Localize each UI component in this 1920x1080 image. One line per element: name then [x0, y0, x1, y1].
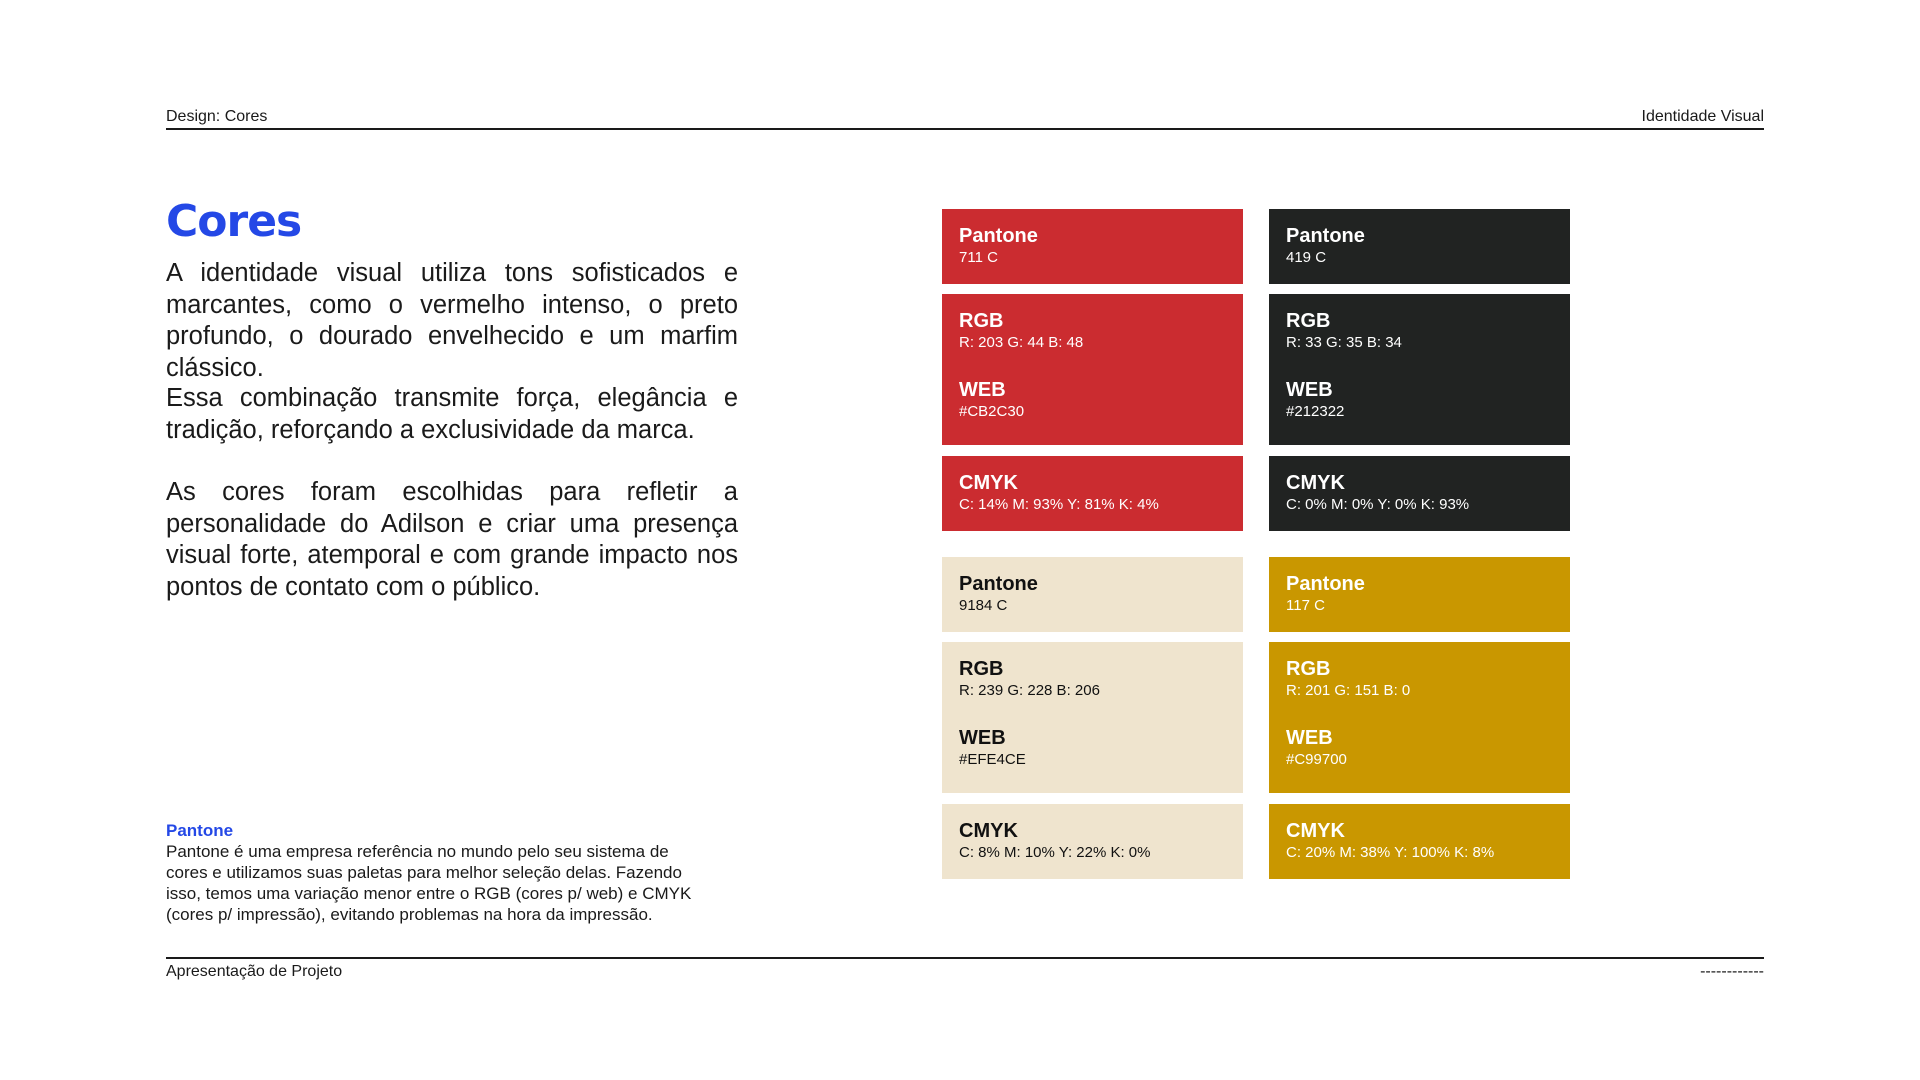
- ivory-rgb-web-card: [942, 642, 1243, 793]
- page-footer: [166, 957, 1764, 989]
- pantone-value: 419 C: [1286, 249, 1327, 266]
- black-cmyk-card: [1269, 456, 1570, 531]
- footer-label: Apresentação de Projeto: [166, 963, 343, 980]
- cmyk-value: C: 14% M: 93% Y: 81% K: 4%: [959, 496, 1159, 513]
- ivory-pantone-card: [942, 557, 1243, 632]
- pantone-note-body: Pantone é uma empresa referência no mundo pelo seu sistema de cores e utilizamos suas paletas para melhor seleção delas. Fazendo isso, temos uma variação menor entre o RGB (cores p/ web) e CMYK (cores p/ impressão), evitando problemas na hora da impressão.: [166, 842, 692, 924]
- cmyk-value: C: 0% M: 0% Y: 0% K: 93%: [1286, 496, 1470, 513]
- web-value: #CB2C30: [959, 403, 1025, 420]
- cmyk-value: C: 8% M: 10% Y: 22% K: 0%: [959, 844, 1151, 861]
- gold-rgb-web-card: [1269, 642, 1570, 793]
- pantone-value: 9184 C: [959, 597, 1008, 614]
- intro-paragraph: A identidade visual utiliza tons sofisticados e marcantes, como o vermelho intenso, o preto profundo, o dourado envelhecido e um marfim clássico.: [166, 259, 738, 382]
- web-label: WEB: [1286, 727, 1333, 749]
- web-value: #C99700: [1286, 751, 1347, 768]
- header-section-label: Design: Cores: [166, 108, 268, 125]
- combination-paragraph: Essa combinação transmite força, elegância e tradição, reforçando a exclusividade da marca.: [166, 384, 738, 444]
- pantone-label: Pantone: [1286, 225, 1365, 247]
- rgb-label: RGB: [1286, 658, 1331, 680]
- red-cmyk-card: [942, 456, 1243, 531]
- cmyk-label: CMYK: [959, 820, 1018, 842]
- pantone-label: Pantone: [959, 573, 1038, 595]
- web-label: WEB: [959, 379, 1006, 401]
- gold-pantone-card: [1269, 557, 1570, 632]
- web-value: #212322: [1286, 403, 1345, 420]
- page-header: [166, 100, 1764, 130]
- black-rgb-web-card: [1269, 294, 1570, 445]
- purpose-paragraph: As cores foram escolhidas para refletir a personalidade do Adilson e criar uma presença visual forte, atemporal e com grande impacto nos pontos de contato com o público.: [166, 478, 738, 601]
- rgb-label: RGB: [959, 310, 1004, 332]
- black-pantone-card: [1269, 209, 1570, 284]
- pantone-value: 117 C: [1286, 597, 1325, 614]
- web-label: WEB: [1286, 379, 1333, 401]
- web-value: #EFE4CE: [959, 751, 1026, 768]
- ivory-cmyk-card: [942, 804, 1243, 879]
- cmyk-label: CMYK: [1286, 472, 1345, 494]
- cmyk-label: CMYK: [959, 472, 1018, 494]
- pantone-label: Pantone: [959, 225, 1038, 247]
- rgb-label: RGB: [959, 658, 1004, 680]
- red-pantone-card: [942, 209, 1243, 284]
- rgb-value: R: 239 G: 228 B: 206: [959, 682, 1100, 699]
- pantone-value: 711 C: [959, 249, 998, 266]
- rgb-value: R: 33 G: 35 B: 34: [1286, 334, 1402, 351]
- pantone-label: Pantone: [1286, 573, 1365, 595]
- rgb-label: RGB: [1286, 310, 1331, 332]
- page-title: Cores: [166, 196, 302, 247]
- pantone-note-title: Pantone: [166, 821, 234, 840]
- cmyk-label: CMYK: [1286, 820, 1345, 842]
- footer-page-marker: ------------: [1700, 963, 1764, 980]
- header-document-label: Identidade Visual: [1641, 108, 1764, 125]
- pantone-note: [166, 820, 711, 925]
- cmyk-value: C: 20% M: 38% Y: 100% K: 8%: [1286, 844, 1495, 861]
- rgb-value: R: 203 G: 44 B: 48: [959, 334, 1084, 351]
- rgb-value: R: 201 G: 151 B: 0: [1286, 682, 1411, 699]
- red-rgb-web-card: [942, 294, 1243, 445]
- gold-cmyk-card: [1269, 804, 1570, 879]
- web-label: WEB: [959, 727, 1006, 749]
